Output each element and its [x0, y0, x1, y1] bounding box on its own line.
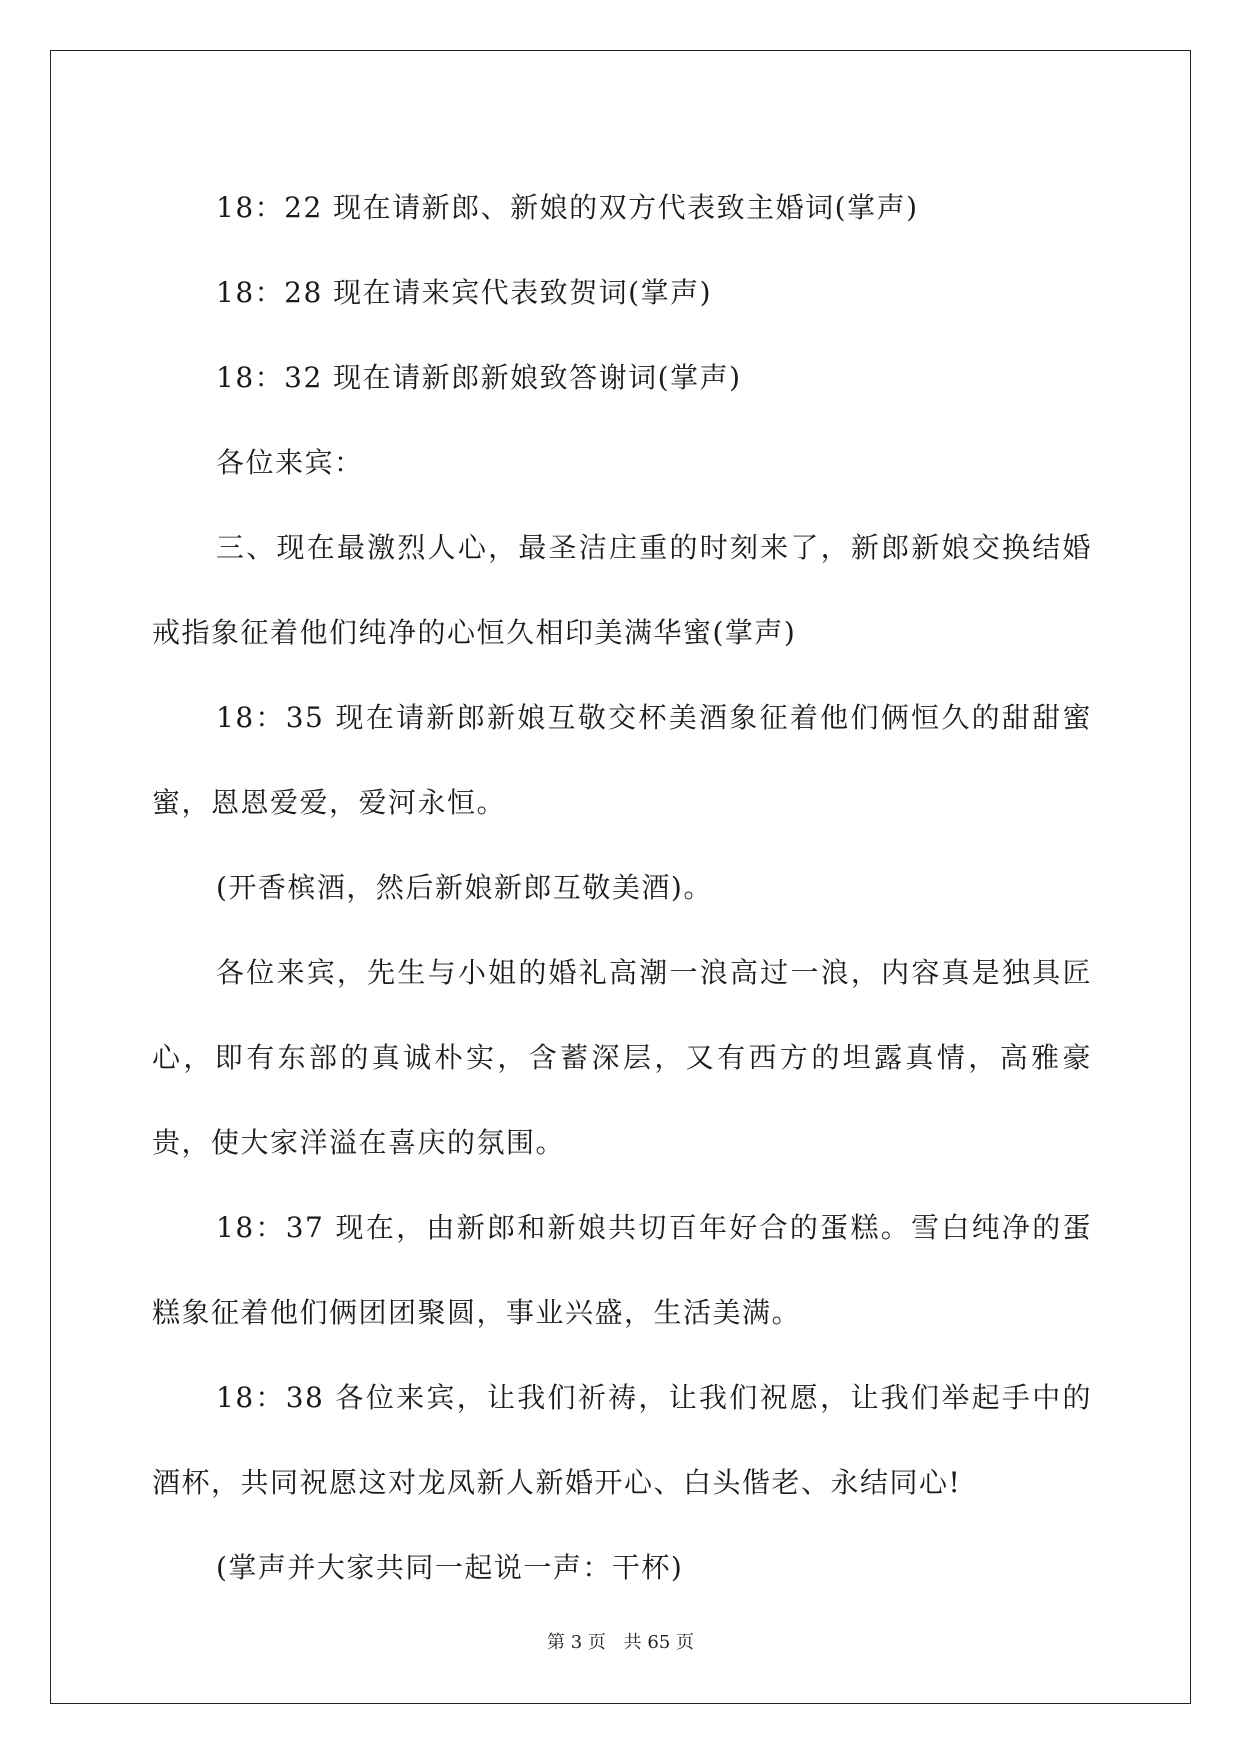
paragraph: 18：37 现在，由新郎和新娘共切百年好合的蛋糕。雪白纯净的蛋糕象征着他们俩团团聚圆，事业兴盛，生活美满。: [152, 1211, 1092, 1329]
paragraph: 18：35 现在请新郎新娘互敬交杯美酒象征着他们俩恒久的甜甜蜜蜜，恩恩爱爱，爱河永恒。: [152, 701, 1092, 819]
paragraph: 三、现在最激烈人心，最圣洁庄重的时刻来了，新郎新娘交换结婚戒指象征着他们纯净的心恒久相印美满华蜜(掌声): [152, 531, 1092, 649]
paragraph: 各位来宾，先生与小姐的婚礼高潮一浪高过一浪，内容真是独具匠心，即有东部的真诚朴实，含蓄深层，又有西方的坦露真情，高雅豪贵，使大家洋溢在喜庆的氛围。: [152, 956, 1092, 1159]
page-total: 共 65 页: [623, 1632, 694, 1653]
paragraph: 18：32 现在请新郎新娘致答谢词(掌声): [216, 361, 742, 394]
paragraph: 各位来宾：: [216, 446, 364, 479]
paragraph: 18：38 各位来宾，让我们祈祷，让我们祝愿，让我们举起手中的酒杯，共同祝愿这对龙凤新人新婚开心、白头偕老、永结同心!: [152, 1381, 1092, 1499]
paragraph: (掌声并大家共同一起说一声：干杯): [216, 1551, 684, 1584]
paragraph: 18：22 现在请新郎、新娘的双方代表致主婚词(掌声): [216, 191, 919, 224]
page-footer: [0, 1628, 1241, 1654]
document-body: [152, 165, 1092, 1610]
page-number: 第 3 页: [547, 1632, 606, 1653]
paragraph: (开香槟酒，然后新娘新郎互敬美酒)。: [216, 871, 713, 904]
paragraph: 18：28 现在请来宾代表致贺词(掌声): [216, 276, 713, 309]
